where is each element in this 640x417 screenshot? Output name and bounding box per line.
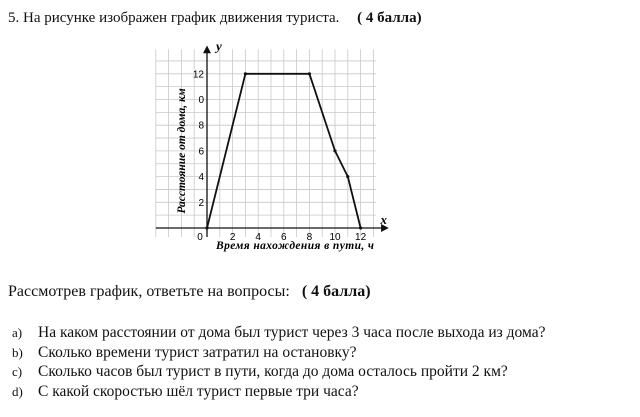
questions-intro xyxy=(8,283,371,301)
question-text: Сколько времени турист затратил на остановку? xyxy=(38,343,357,361)
y-tick-label: 0 xyxy=(198,95,204,106)
data-point xyxy=(359,226,362,229)
x-axis-letter: x xyxy=(380,212,387,227)
data-point xyxy=(244,72,247,75)
question-text: Сколько часов был турист в пути, когда до дома осталось пройти 2 км? xyxy=(38,363,508,380)
y-tick-label: 6 xyxy=(198,146,204,158)
data-point xyxy=(333,149,336,152)
y-tick-label: 4 xyxy=(198,172,204,184)
task-number: 5. xyxy=(8,10,20,26)
y-axis-arrow xyxy=(203,46,211,54)
data-point xyxy=(308,72,311,75)
question-item xyxy=(12,362,545,382)
question-letter: c) xyxy=(12,364,23,379)
y-tick-label: 2 xyxy=(198,197,204,209)
x-tick-label: 0 xyxy=(197,232,203,243)
x-tick-label: 2 xyxy=(229,232,236,243)
task-title: На рисунке изображен график движения туриста. xyxy=(23,10,340,26)
question-list xyxy=(12,323,546,401)
intro-points: ( 4 балла) xyxy=(301,283,371,300)
x-tick-label: 8 xyxy=(306,232,313,243)
x-tick-label: 4 xyxy=(255,232,261,243)
y-axis-letter: y xyxy=(216,38,222,54)
question-letter: b) xyxy=(12,344,23,360)
y-axis-label: Расстояние от дома, км xyxy=(176,88,188,214)
task-points: ( 4 балла) xyxy=(357,10,422,26)
data-point xyxy=(346,175,349,178)
x-tick-label: 6 xyxy=(281,232,287,243)
question-item xyxy=(12,382,545,402)
y-tick-label: 12 xyxy=(192,69,204,81)
question-item xyxy=(12,323,546,343)
intro-text: Рассмотрев график, ответьте на вопросы: xyxy=(8,283,290,300)
x-tick-label: 10 xyxy=(329,232,341,243)
x-tick-label: 12 xyxy=(355,232,367,243)
question-letter: d) xyxy=(12,383,23,399)
data-point xyxy=(205,226,208,229)
question-item xyxy=(12,343,545,363)
x-axis-label: Время нахождения в пути, ч xyxy=(216,240,375,252)
question-text: На каком расстоянии от дома был турист через 3 часа после выхода из дома? xyxy=(38,324,546,341)
question-text: С какой скоростью шёл турист первые три часа? xyxy=(38,382,359,400)
question-letter: a) xyxy=(12,325,23,340)
y-tick-label: 8 xyxy=(198,120,204,132)
